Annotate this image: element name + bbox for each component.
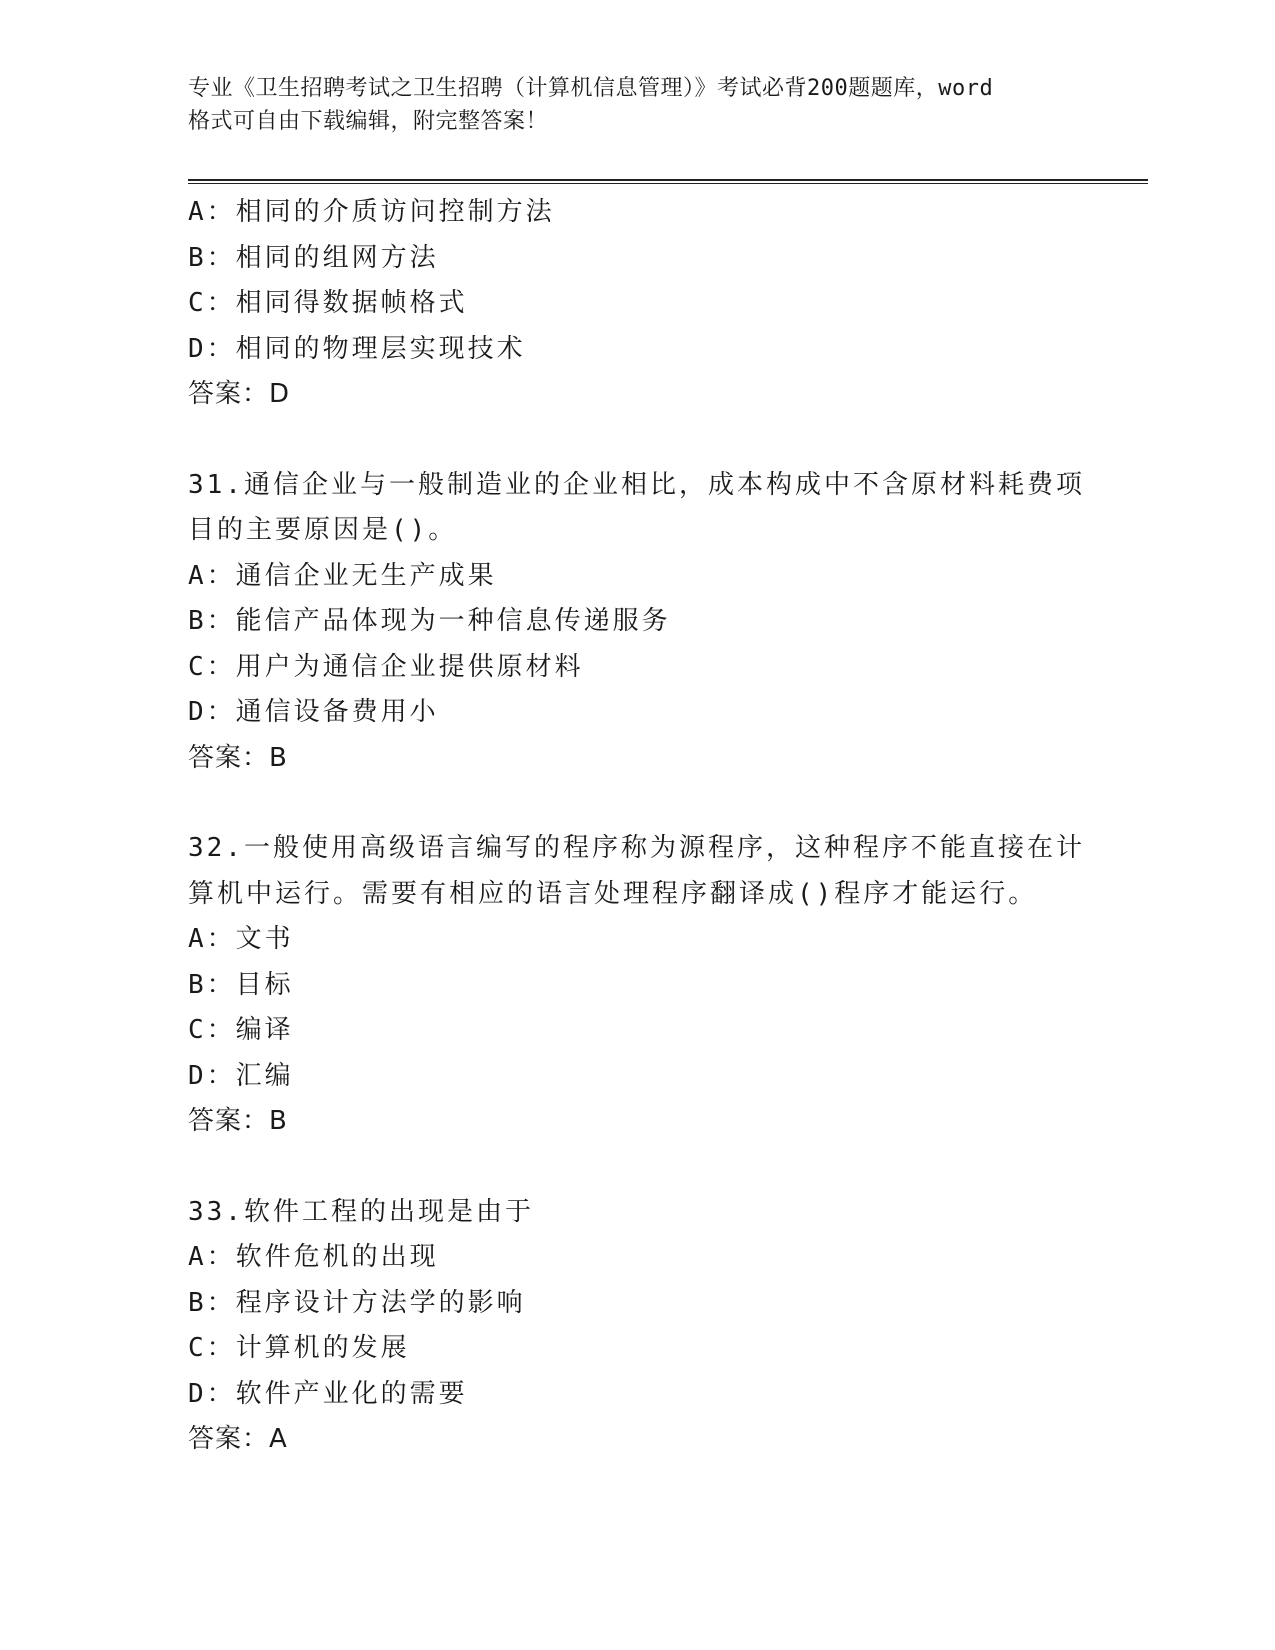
answer: 答案：D (188, 379, 291, 409)
question-33 (188, 1190, 1088, 1463)
option-b: B：能信产品体现为一种信息传递服务 (188, 606, 671, 636)
option-c: C：用户为通信企业提供原材料 (188, 651, 584, 682)
question-spacer (188, 1145, 1088, 1190)
option-c: C：编译 (188, 1015, 294, 1045)
option-a: A：通信企业无生产成果 (188, 560, 497, 591)
answer: 答案：B (188, 742, 288, 773)
option-a: A：文书 (188, 924, 294, 954)
option-c: C：相同得数据帧格式 (188, 288, 468, 318)
question-list (188, 190, 1088, 1463)
option-b: B：相同的组网方法 (188, 242, 439, 273)
option-d: D：相同的物理层实现技术 (188, 333, 526, 364)
question-spacer (188, 781, 1088, 826)
option-c: C：计算机的发展 (188, 1333, 410, 1363)
question-30 (188, 190, 1088, 418)
header-divider (188, 179, 1148, 184)
option-a: A：软件危机的出现 (188, 1242, 439, 1272)
question-stem: 32.一般使用高级语言编写的程序称为源程序，这种程序不能直接在计 (188, 833, 1085, 863)
question-32 (188, 826, 1088, 1145)
option-d: D：通信设备费用小 (188, 697, 439, 727)
question-stem: 31.通信企业与一般制造业的企业相比，成本构成中不含原材料耗费项 (188, 469, 1085, 500)
question-spacer (188, 418, 1088, 463)
option-b: B：程序设计方法学的影响 (188, 1287, 526, 1318)
question-stem: 33.软件工程的出现是由于 (188, 1196, 534, 1227)
option-b: B：目标 (188, 969, 294, 1000)
header-title-line-2: 格式可自由下载编辑，附完整答案！ (188, 109, 549, 134)
option-d: D：软件产业化的需要 (188, 1378, 468, 1409)
header-title-line-1: 专业《卫生招聘考试之卫生招聘（计算机信息管理）》考试必背200题题库，word (188, 76, 994, 101)
question-stem-continued: 目的主要原因是()。 (188, 515, 458, 545)
answer: 答案：B (188, 1106, 288, 1136)
document-header (188, 72, 1088, 138)
option-d: D：汇编 (188, 1060, 294, 1091)
question-31 (188, 463, 1088, 782)
answer: 答案：A (188, 1424, 288, 1454)
option-a: A：相同的介质访问控制方法 (188, 197, 555, 227)
question-stem-continued: 算机中运行。需要有相应的语言处理程序翻译成()程序才能运行。 (188, 878, 1038, 909)
